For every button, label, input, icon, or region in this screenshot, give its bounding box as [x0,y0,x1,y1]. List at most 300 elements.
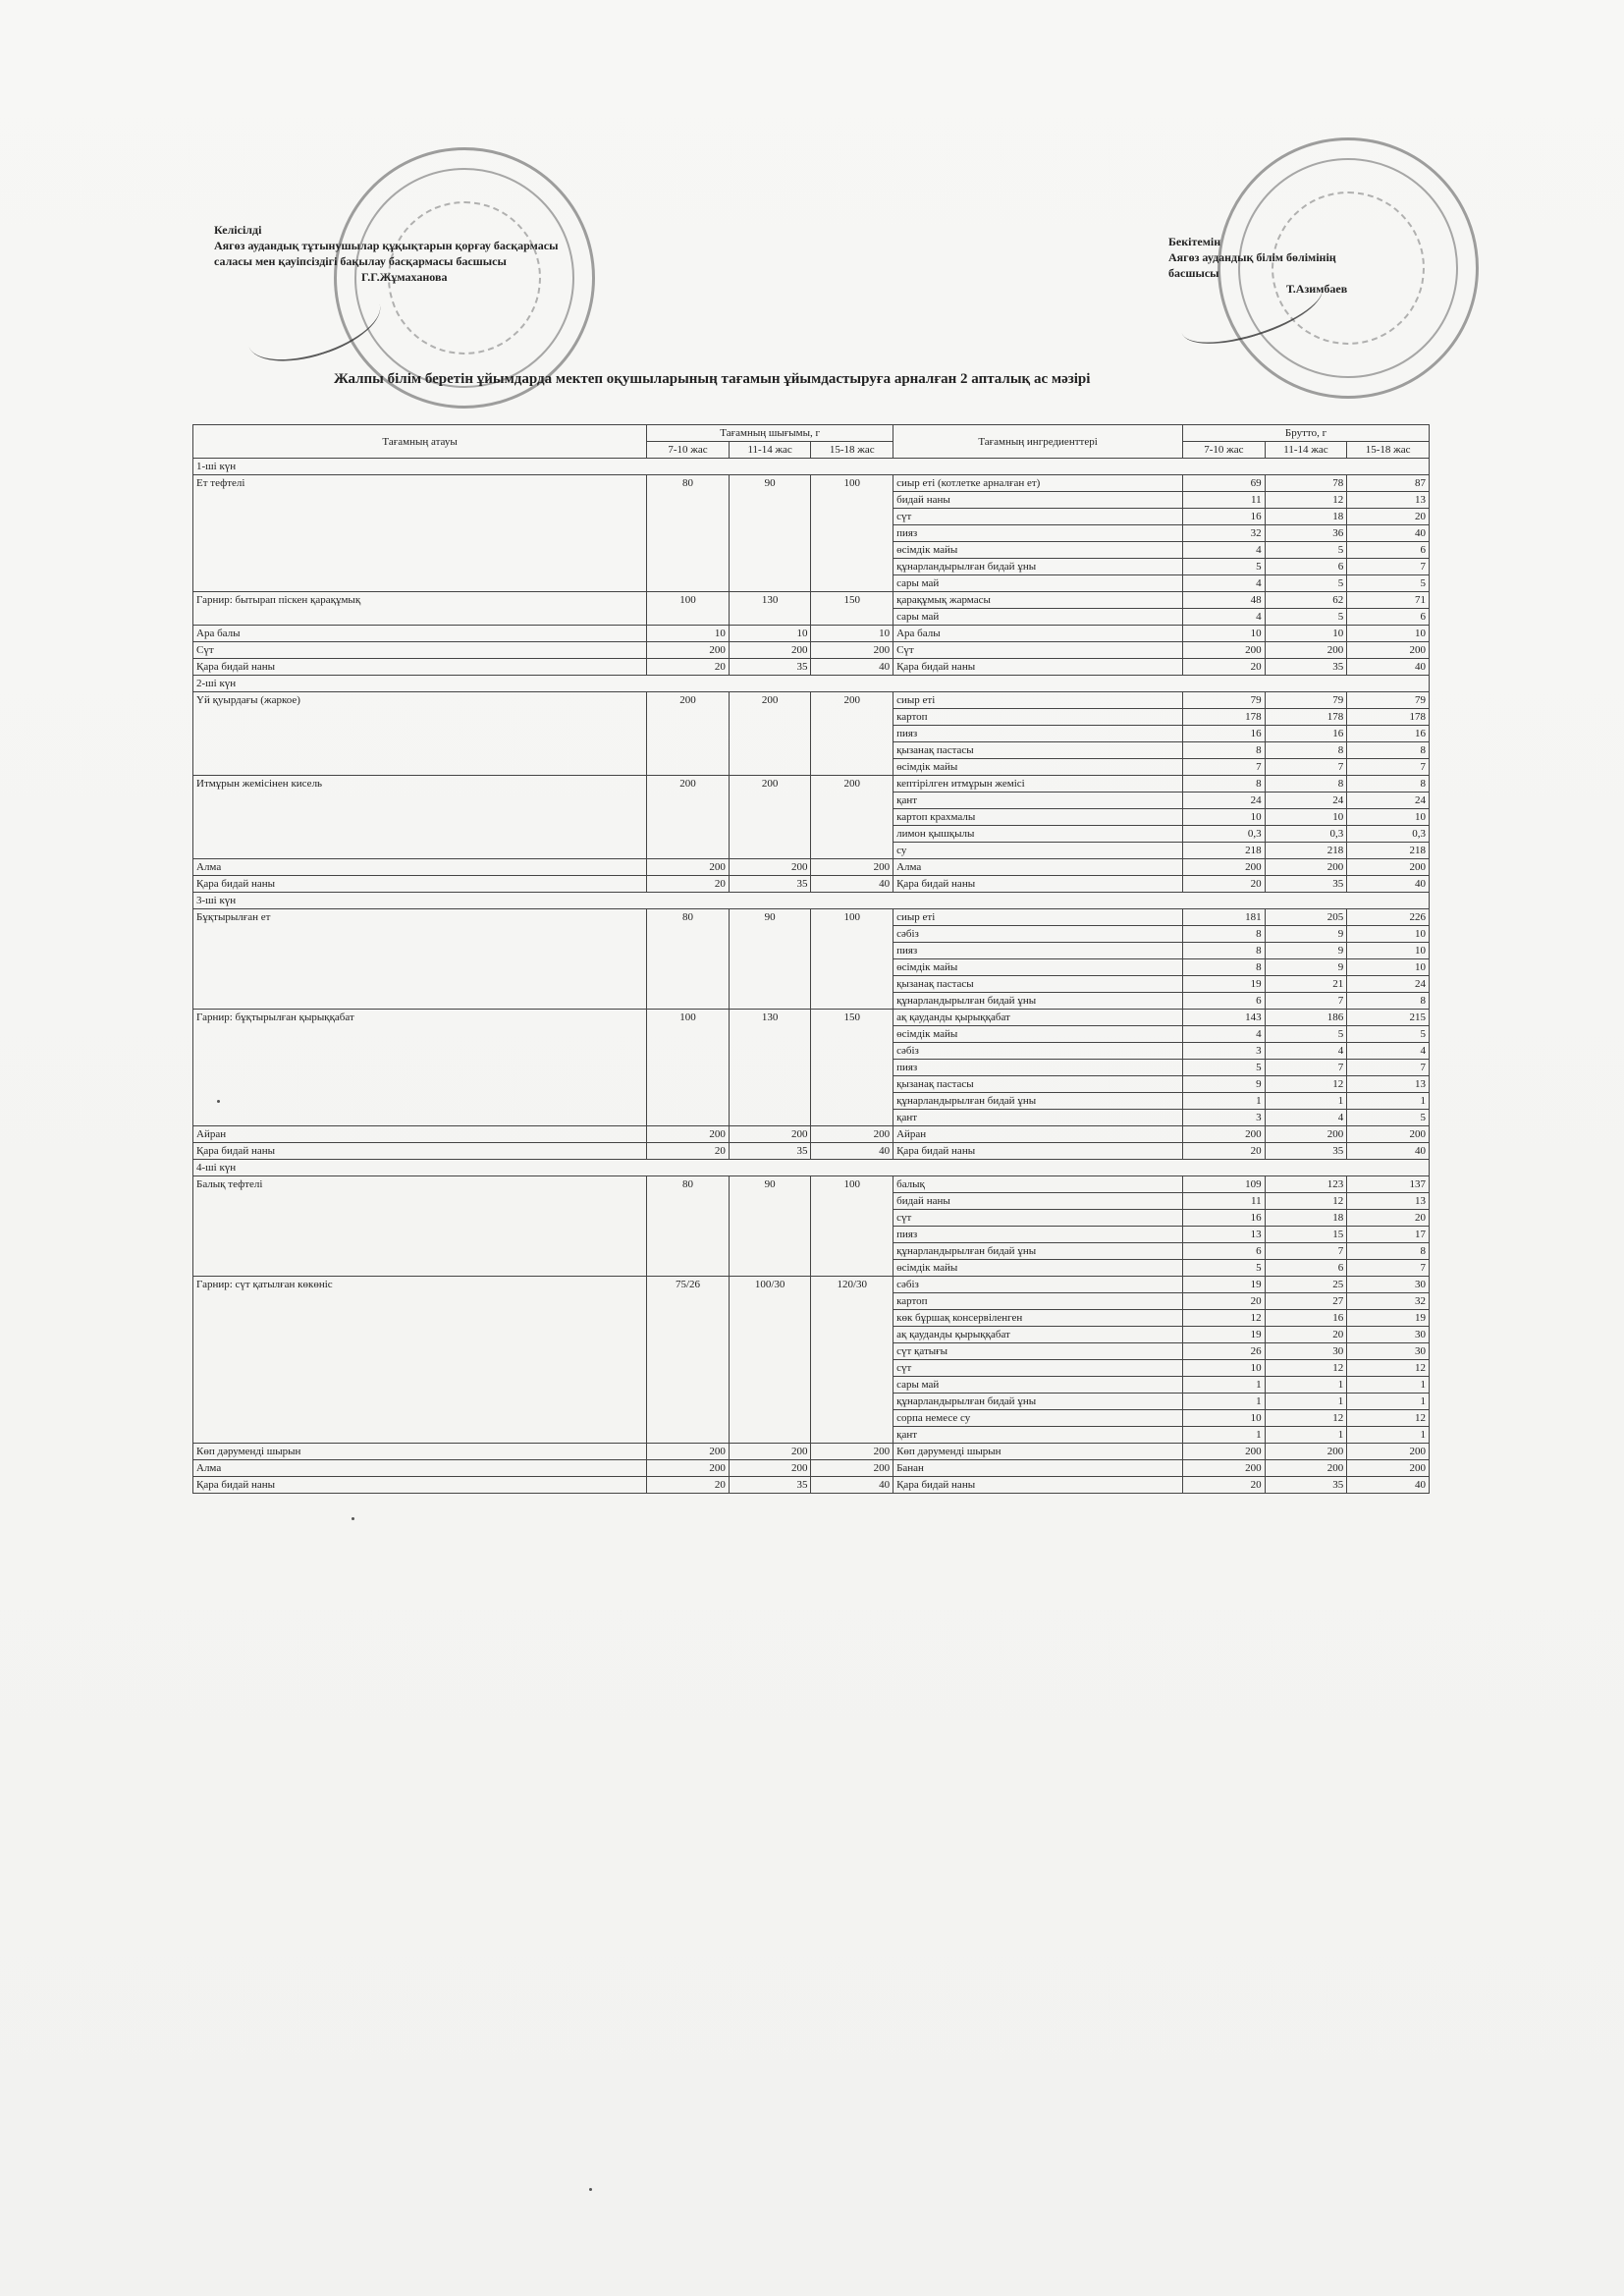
brutto-value: 24 [1347,793,1430,809]
brutto-value: 6 [1183,993,1266,1010]
header-yield-age3: 15-18 жас [811,442,893,459]
dish-yield: 90 [729,475,811,592]
dish-yield: 200 [647,1126,730,1143]
dish-name: Гарнир: бытырап піскен қарақұмық [193,592,647,626]
brutto-value: 8 [1183,926,1266,943]
ingredient-name: сары май [893,609,1183,626]
dish-yield: 40 [811,876,893,893]
brutto-value: 1 [1265,1394,1347,1410]
table-row [193,1444,1430,1460]
dish-yield: 35 [729,1143,811,1160]
brutto-value: 11 [1183,492,1266,509]
dish-name: Қара бидай наны [193,1477,647,1494]
ingredient-name: бидай наны [893,492,1183,509]
ingredient-name: құнарландырылған бидай ұны [893,1093,1183,1110]
approval-right-line1: Бекітемін [1168,235,1221,248]
brutto-value: 5 [1183,1060,1266,1076]
brutto-value: 40 [1347,1143,1430,1160]
ingredient-name: картоп крахмалы [893,809,1183,826]
dish-yield: 80 [647,909,730,1010]
ingredient-name: қарақұмық жармасы [893,592,1183,609]
brutto-value: 19 [1347,1310,1430,1327]
brutto-value: 5 [1183,1260,1266,1277]
approval-left-name: Г.Г.Жұмаханова [361,270,448,284]
brutto-value: 16 [1183,509,1266,525]
brutto-value: 205 [1265,909,1347,926]
brutto-value: 200 [1347,1126,1430,1143]
brutto-value: 178 [1265,709,1347,726]
brutto-value: 8 [1347,742,1430,759]
ingredient-name: қызанақ пастасы [893,976,1183,993]
dish-yield: 75/26 [647,1277,730,1444]
approval-right-line3: басшысы [1168,266,1219,280]
brutto-value: 200 [1183,859,1266,876]
brutto-value: 79 [1183,692,1266,709]
brutto-value: 16 [1265,1310,1347,1327]
table-row [193,659,1430,676]
brutto-value: 20 [1183,1293,1266,1310]
brutto-value: 10 [1347,959,1430,976]
dish-name: Алма [193,859,647,876]
day-label: 2-ші күн [193,676,1430,692]
ingredient-name: Қара бидай наны [893,659,1183,676]
brutto-value: 10 [1347,626,1430,642]
brutto-value: 7 [1265,993,1347,1010]
ingredient-name: кептірілген итмұрын жемісі [893,776,1183,793]
brutto-value: 12 [1265,1193,1347,1210]
dish-yield: 10 [729,626,811,642]
dish-yield: 200 [647,1444,730,1460]
brutto-value: 1 [1347,1377,1430,1394]
ingredient-name: пияз [893,1227,1183,1243]
dish-yield: 200 [647,859,730,876]
brutto-value: 200 [1265,1444,1347,1460]
brutto-value: 7 [1265,1060,1347,1076]
dish-name: Үй қуырдағы (жаркое) [193,692,647,776]
table-row [193,1176,1430,1193]
dish-name: Бұқтырылған ет [193,909,647,1010]
ingredient-name: көк бұршақ консервіленген [893,1310,1183,1327]
dish-yield: 150 [811,1010,893,1126]
brutto-value: 7 [1183,759,1266,776]
ingredient-name: картоп [893,709,1183,726]
brutto-value: 6 [1265,1260,1347,1277]
brutto-value: 16 [1347,726,1430,742]
dish-name: Итмұрын жемісінен кисель [193,776,647,859]
ingredient-name: сорпа немесе су [893,1410,1183,1427]
dish-yield: 200 [811,776,893,859]
brutto-value: 10 [1265,809,1347,826]
brutto-value: 8 [1183,943,1266,959]
day-row [193,676,1430,692]
brutto-value: 0,3 [1183,826,1266,843]
ingredient-name: өсімдік майы [893,542,1183,559]
brutto-value: 12 [1347,1360,1430,1377]
brutto-value: 1 [1183,1394,1266,1410]
dish-yield: 80 [647,475,730,592]
table-row [193,626,1430,642]
ingredient-name: өсімдік майы [893,1026,1183,1043]
ingredient-name: лимон қышқылы [893,826,1183,843]
table-row [193,859,1430,876]
brutto-value: 8 [1183,776,1266,793]
brutto-value: 8 [1347,1243,1430,1260]
ingredient-name: Қара бидай наны [893,876,1183,893]
brutto-value: 7 [1265,1243,1347,1260]
table-row [193,1477,1430,1494]
brutto-value: 200 [1183,1460,1266,1477]
dish-yield: 40 [811,1477,893,1494]
brutto-value: 8 [1183,959,1266,976]
brutto-value: 13 [1183,1227,1266,1243]
ingredient-name: сары май [893,575,1183,592]
ingredient-name: пияз [893,943,1183,959]
brutto-value: 3 [1183,1043,1266,1060]
scan-speck [217,1100,220,1103]
dish-name: Көп дәруменді шырын [193,1444,647,1460]
ingredient-name: сүт [893,1210,1183,1227]
table-row [193,776,1430,793]
brutto-value: 18 [1265,1210,1347,1227]
dish-name: Балық тефтелі [193,1176,647,1277]
brutto-value: 4 [1183,542,1266,559]
ingredient-name: ақ қауданды қырыққабат [893,1010,1183,1026]
brutto-value: 200 [1347,642,1430,659]
brutto-value: 10 [1265,626,1347,642]
header-brutto-age1: 7-10 жас [1183,442,1266,459]
brutto-value: 0,3 [1347,826,1430,843]
brutto-value: 30 [1347,1277,1430,1293]
brutto-value: 5 [1183,559,1266,575]
ingredient-name: Көп дәруменді шырын [893,1444,1183,1460]
ingredient-name: бидай наны [893,1193,1183,1210]
menu-table [192,424,1430,1494]
dish-yield: 200 [647,776,730,859]
dish-yield: 10 [647,626,730,642]
brutto-value: 19 [1183,1277,1266,1293]
dish-name: Ет тефтелі [193,475,647,592]
dish-yield: 200 [811,1460,893,1477]
table-row [193,1126,1430,1143]
ingredient-name: сиыр еті [893,909,1183,926]
day-row [193,1160,1430,1176]
brutto-value: 8 [1265,776,1347,793]
header-yield-age1: 7-10 жас [647,442,730,459]
brutto-value: 200 [1265,859,1347,876]
brutto-value: 5 [1265,542,1347,559]
dish-yield: 130 [729,592,811,626]
brutto-value: 40 [1347,659,1430,676]
brutto-value: 7 [1347,559,1430,575]
brutto-value: 13 [1347,1193,1430,1210]
brutto-value: 16 [1265,726,1347,742]
brutto-value: 79 [1347,692,1430,709]
dish-yield: 35 [729,659,811,676]
brutto-value: 10 [1347,809,1430,826]
brutto-value: 12 [1265,1076,1347,1093]
brutto-value: 200 [1265,642,1347,659]
header-brutto-age3: 15-18 жас [1347,442,1430,459]
brutto-value: 3 [1183,1110,1266,1126]
brutto-value: 35 [1265,1143,1347,1160]
brutto-value: 18 [1265,509,1347,525]
brutto-value: 123 [1265,1176,1347,1193]
brutto-value: 9 [1265,943,1347,959]
brutto-value: 7 [1347,1060,1430,1076]
brutto-value: 10 [1183,626,1266,642]
brutto-value: 35 [1265,876,1347,893]
brutto-value: 226 [1347,909,1430,926]
brutto-value: 12 [1347,1410,1430,1427]
dish-yield: 200 [729,642,811,659]
brutto-value: 1 [1265,1093,1347,1110]
brutto-value: 218 [1265,843,1347,859]
dish-yield: 200 [729,1126,811,1143]
dish-yield: 200 [647,692,730,776]
brutto-value: 4 [1183,609,1266,626]
brutto-value: 9 [1265,959,1347,976]
dish-name: Ара балы [193,626,647,642]
brutto-value: 10 [1183,809,1266,826]
brutto-value: 8 [1347,993,1430,1010]
day-row [193,893,1430,909]
ingredient-name: сәбіз [893,1043,1183,1060]
ingredient-name: Ара балы [893,626,1183,642]
brutto-value: 6 [1265,559,1347,575]
brutto-value: 48 [1183,592,1266,609]
brutto-value: 24 [1183,793,1266,809]
day-row [193,459,1430,475]
table-row [193,1460,1430,1477]
brutto-value: 7 [1347,759,1430,776]
dish-yield: 200 [729,859,811,876]
brutto-value: 27 [1265,1293,1347,1310]
table-row [193,642,1430,659]
brutto-value: 17 [1347,1227,1430,1243]
brutto-value: 15 [1265,1227,1347,1243]
ingredient-name: қызанақ пастасы [893,1076,1183,1093]
ingredient-name: Қара бидай наны [893,1143,1183,1160]
ingredient-name: өсімдік майы [893,759,1183,776]
ingredient-name: сиыр еті (котлетке арналған ет) [893,475,1183,492]
brutto-value: 1 [1265,1377,1347,1394]
brutto-value: 5 [1347,575,1430,592]
ingredient-name: сүт қатығы [893,1343,1183,1360]
ingredient-name: сәбіз [893,1277,1183,1293]
table-row [193,592,1430,609]
ingredient-name: балық [893,1176,1183,1193]
brutto-value: 26 [1183,1343,1266,1360]
dish-name: Қара бидай наны [193,1143,647,1160]
dish-name: Айран [193,1126,647,1143]
brutto-value: 215 [1347,1010,1430,1026]
ingredient-name: сүт [893,509,1183,525]
dish-name: Гарнир: сүт қатылған көкөніс [193,1277,647,1444]
day-label: 1-ші күн [193,459,1430,475]
brutto-value: 24 [1265,793,1347,809]
brutto-value: 200 [1265,1126,1347,1143]
dish-yield: 20 [647,1477,730,1494]
ingredient-name: картоп [893,1293,1183,1310]
brutto-value: 16 [1183,1210,1266,1227]
ingredient-name: құнарландырылған бидай ұны [893,993,1183,1010]
brutto-value: 1 [1183,1093,1266,1110]
header-brutto-age2: 11-14 жас [1265,442,1347,459]
brutto-value: 20 [1183,1477,1266,1494]
brutto-value: 1 [1265,1427,1347,1444]
brutto-value: 5 [1347,1110,1430,1126]
scan-speck [589,2188,592,2191]
brutto-value: 10 [1183,1360,1266,1377]
brutto-value: 10 [1183,1410,1266,1427]
dish-yield: 35 [729,1477,811,1494]
brutto-value: 1 [1347,1427,1430,1444]
brutto-value: 200 [1347,859,1430,876]
brutto-value: 1 [1183,1377,1266,1394]
dish-yield: 200 [647,1460,730,1477]
dish-yield: 100 [811,1176,893,1277]
brutto-value: 12 [1265,492,1347,509]
dish-yield: 200 [811,1126,893,1143]
brutto-value: 4 [1265,1043,1347,1060]
brutto-value: 24 [1347,976,1430,993]
dish-yield: 200 [729,692,811,776]
document-title: Жалпы білім беретін ұйымдарда мектеп оқушыларының тағамын ұйымдастыруға арналған 2 апталық ас мәзірі [334,371,1091,387]
brutto-value: 36 [1265,525,1347,542]
dish-yield: 120/30 [811,1277,893,1444]
brutto-value: 71 [1347,592,1430,609]
brutto-value: 20 [1183,876,1266,893]
brutto-value: 186 [1265,1010,1347,1026]
brutto-value: 6 [1183,1243,1266,1260]
brutto-value: 4 [1265,1110,1347,1126]
approval-right-line2: Аягөз аудандық білім бөлімінің [1168,250,1336,264]
approval-left-line2: Аягөз аудандық тұтынушылар құқықтарын қорғау басқармасы [214,239,559,252]
table-row [193,876,1430,893]
brutto-value: 5 [1347,1026,1430,1043]
brutto-value: 200 [1183,642,1266,659]
brutto-value: 178 [1347,709,1430,726]
scan-speck [352,1517,354,1520]
dish-yield: 200 [811,692,893,776]
dish-yield: 40 [811,659,893,676]
brutto-value: 109 [1183,1176,1266,1193]
dish-yield: 20 [647,876,730,893]
brutto-value: 7 [1347,1260,1430,1277]
brutto-value: 5 [1265,575,1347,592]
table-row [193,1277,1430,1293]
brutto-value: 137 [1347,1176,1430,1193]
ingredient-name: қант [893,1110,1183,1126]
table-row [193,1010,1430,1026]
dish-yield: 200 [811,642,893,659]
brutto-value: 4 [1183,1026,1266,1043]
brutto-value: 8 [1347,776,1430,793]
dish-name: Гарнир: бұқтырылған қырыққабат [193,1010,647,1126]
brutto-value: 5 [1265,1026,1347,1043]
brutto-value: 30 [1347,1327,1430,1343]
header-dish: Тағамның атауы [193,425,647,459]
brutto-value: 25 [1265,1277,1347,1293]
table-row [193,692,1430,709]
ingredient-name: ақ қауданды қырыққабат [893,1327,1183,1343]
brutto-value: 62 [1265,592,1347,609]
brutto-value: 200 [1183,1126,1266,1143]
brutto-value: 20 [1347,509,1430,525]
brutto-value: 19 [1183,976,1266,993]
ingredient-name: құнарландырылған бидай ұны [893,559,1183,575]
dish-name: Қара бидай наны [193,876,647,893]
dish-yield: 35 [729,876,811,893]
header-yield: Тағамның шығымы, г [647,425,893,442]
brutto-value: 9 [1183,1076,1266,1093]
brutto-value: 12 [1265,1410,1347,1427]
brutto-value: 20 [1183,659,1266,676]
ingredient-name: пияз [893,1060,1183,1076]
ingredient-name: құнарландырылған бидай ұны [893,1243,1183,1260]
brutto-value: 9 [1265,926,1347,943]
dish-yield: 200 [811,1444,893,1460]
dish-yield: 10 [811,626,893,642]
dish-yield: 200 [811,859,893,876]
ingredient-name: сәбіз [893,926,1183,943]
brutto-value: 181 [1183,909,1266,926]
ingredient-name: пияз [893,726,1183,742]
brutto-value: 6 [1347,542,1430,559]
brutto-value: 200 [1265,1460,1347,1477]
brutto-value: 13 [1347,492,1430,509]
dish-yield: 100 [647,592,730,626]
brutto-value: 12 [1265,1360,1347,1377]
brutto-value: 178 [1183,709,1266,726]
brutto-value: 35 [1265,659,1347,676]
brutto-value: 10 [1347,926,1430,943]
brutto-value: 16 [1183,726,1266,742]
brutto-value: 32 [1183,525,1266,542]
dish-yield: 100 [811,909,893,1010]
table-row [193,909,1430,926]
approval-right-name: Т.Азимбаев [1286,282,1348,296]
brutto-value: 200 [1347,1460,1430,1477]
brutto-value: 6 [1347,609,1430,626]
dish-yield: 200 [647,642,730,659]
brutto-value: 10 [1347,943,1430,959]
dish-yield: 200 [729,1444,811,1460]
ingredient-name: Қара бидай наны [893,1477,1183,1494]
brutto-value: 200 [1183,1444,1266,1460]
dish-yield: 130 [729,1010,811,1126]
dish-yield: 200 [729,776,811,859]
brutto-value: 4 [1347,1043,1430,1060]
dish-yield: 90 [729,909,811,1010]
brutto-value: 20 [1183,1143,1266,1160]
brutto-value: 32 [1347,1293,1430,1310]
dish-yield: 100/30 [729,1277,811,1444]
brutto-value: 12 [1183,1310,1266,1327]
brutto-value: 11 [1183,1193,1266,1210]
brutto-value: 8 [1265,742,1347,759]
brutto-value: 4 [1183,575,1266,592]
dish-yield: 100 [811,475,893,592]
brutto-value: 20 [1347,1210,1430,1227]
approval-left-line1: Келісілді [214,223,262,237]
day-label: 3-ші күн [193,893,1430,909]
brutto-value: 7 [1265,759,1347,776]
ingredient-name: Айран [893,1126,1183,1143]
brutto-value: 40 [1347,1477,1430,1494]
dish-name: Сүт [193,642,647,659]
dish-yield: 150 [811,592,893,626]
